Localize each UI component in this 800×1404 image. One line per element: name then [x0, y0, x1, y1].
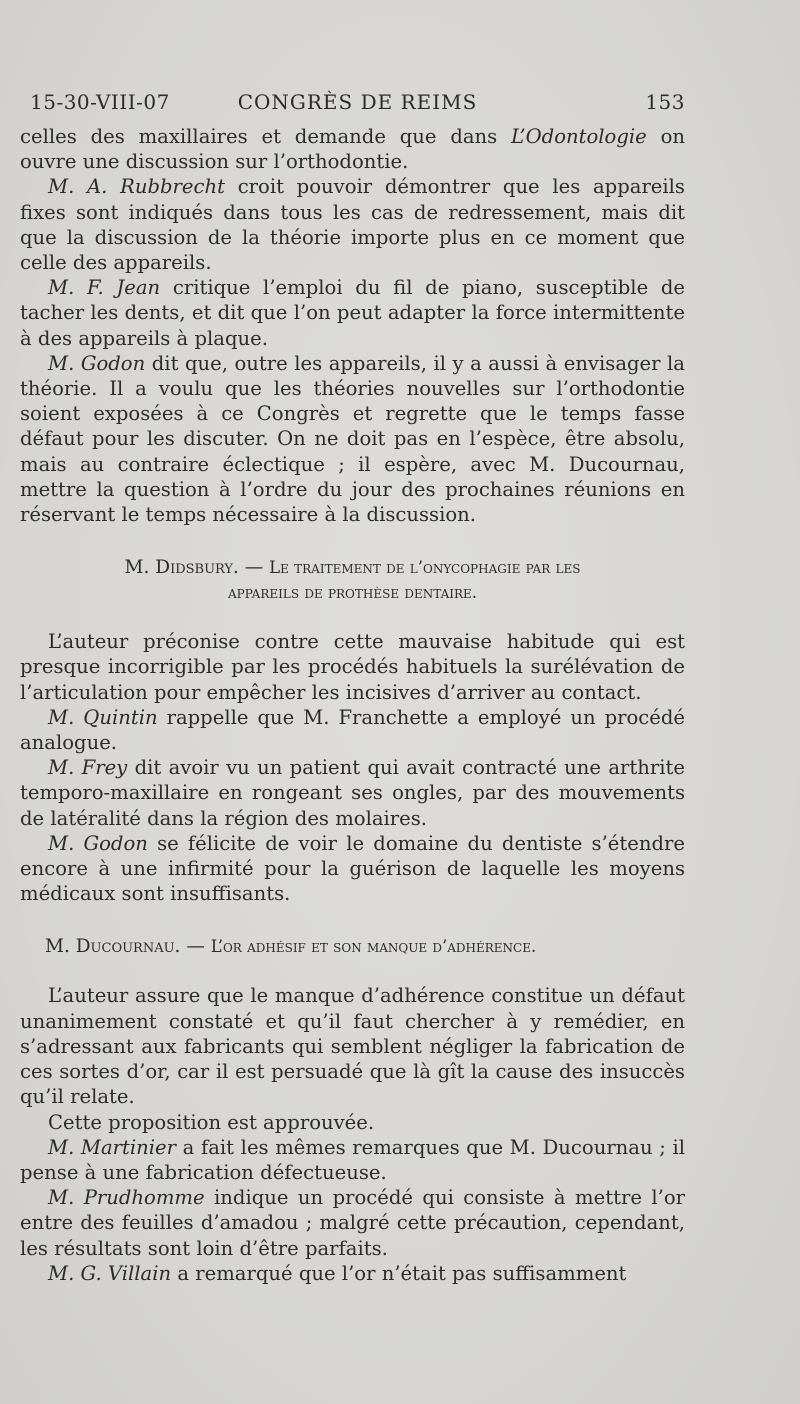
paragraph-villain: [20, 1261, 685, 1286]
speaker-name: M. Quintin: [48, 705, 158, 729]
paragraph-text: dit que, outre les appareils, il y a aussi à envisager la théorie. Il a voulu que les théories nouvelles sur l’orthodontie soient exposées à ce Congrès et regrette que le temps fasse défaut pour les discuter. On ne doit pas en l’espèce, être absolu, mais au contraire éclectique ; il espère, avec M. Ducournau, mettre la question à l’ordre du jour des prochaines réunions en réservant le temps nécessaire à la discussion.: [20, 351, 685, 527]
speaker-name: M. Frey: [48, 756, 128, 780]
page-body: [20, 124, 685, 1286]
page-number: 153: [645, 90, 685, 114]
section-title: appareils de prothèse dentaire.: [227, 583, 478, 603]
paragraph-continuation: [20, 124, 685, 174]
paragraph-text: rappelle que M. Franchette a employé un procédé analogue.: [20, 705, 685, 755]
heading-dash: —: [180, 936, 211, 958]
paragraph-godon: [20, 351, 685, 527]
paragraph-jean: [20, 275, 685, 351]
section-title: Le traitement de l’onycophagie par les: [269, 558, 581, 578]
paragraph-text: celles des maxillaires et demande que dans: [20, 125, 512, 148]
paragraph-frey: [20, 755, 685, 831]
paragraph-text: a remarqué que l’or n’était pas suffisamment: [171, 1261, 627, 1285]
paragraph-or-adhesif: [20, 983, 685, 1109]
paragraph-martinier: [20, 1135, 685, 1185]
speaker-name: M. Martinier: [48, 1135, 177, 1159]
speaker-name: M. F. Jean: [48, 276, 161, 300]
paragraph-text: a fait les mêmes remarques que M. Ducournau ; il pense à une fabrication défectueuse.: [20, 1135, 686, 1184]
section-heading-ducournau: [20, 934, 685, 959]
section-title: L’or adhésif et son manque d’adhérence.: [210, 937, 537, 957]
paragraph-approval: [20, 1110, 685, 1135]
journal-title: L’Odontologie: [511, 125, 647, 148]
paragraph-text: L’auteur assure que le manque d’adhérence constitue un défaut unanimement constaté et qu’il faut chercher à y remédier, en s’adressant aux fabricants qui semblent négliger la fabrication de ces sortes d’or, car il est persuadé que là gît la cause des insuccès qu’il relate.: [20, 984, 685, 1109]
paragraph-text: critique l’emploi du fil de piano, susceptible de tacher les dents, et dit que l’on peut adapter la force intermittente à des appareils à plaque.: [20, 276, 685, 350]
section-author: M. Didsbury.: [124, 557, 239, 579]
paragraph-rubbrecht: [20, 174, 685, 275]
paragraph-text: L’auteur préconise contre cette mauvaise habitude qui est presque incorrigible par les procédés habituels la surélévation de l’articulation pour empêcher les incisives d’arriver au contact.: [20, 630, 685, 704]
paragraph-quintin: [20, 705, 685, 755]
paragraph-prudhomme: [20, 1185, 685, 1261]
section-heading-didsbury: [20, 555, 685, 605]
paragraph-text: se félicite de voir le domaine du dentiste s’étendre encore à une infirmité pour la guérison de laquelle les moyens médicaux sont insuffisants.: [20, 831, 685, 906]
paragraph-text: on ouvre une discussion sur l’orthodontie.: [20, 125, 685, 174]
heading-dash: —: [238, 557, 270, 579]
section-author: M. Ducournau.: [45, 936, 181, 958]
running-header: [30, 90, 685, 120]
paragraph-text: dit avoir vu un patient qui avait contracté une arthrite temporo-maxillaire en rongeant ses ongles, par des mouvements de latéralité dans la région des molaires.: [20, 756, 685, 830]
paragraph-text: Cette proposition est approuvée.: [48, 1110, 375, 1134]
speaker-name: M. G. Villain: [48, 1261, 172, 1285]
speaker-name: M. Godon: [48, 351, 146, 375]
paragraph-text: croit pouvoir démontrer que les appareils fixes sont indiqués dans tous les cas de redressement, mais dit que la discussion de la théorie importe plus en ce moment que celle des appareils.: [20, 175, 685, 275]
paragraph-text: indique un procédé qui consiste à mettre l’or entre des feuilles d’amadou ; malgré cette précaution, cependant, les résultats sont loin d’être parfaits.: [20, 1186, 685, 1260]
speaker-name: M. Godon: [48, 831, 148, 855]
date-folio: 15-30-VIII-07: [30, 90, 170, 114]
running-title: CONGRÈS DE REIMS: [237, 90, 478, 114]
speaker-name: M. Prudhomme: [48, 1186, 205, 1210]
paragraph-godon-2: [20, 831, 685, 907]
speaker-name: M. A. Rubbrecht: [48, 175, 225, 199]
paragraph-onycophagie: [20, 629, 685, 705]
